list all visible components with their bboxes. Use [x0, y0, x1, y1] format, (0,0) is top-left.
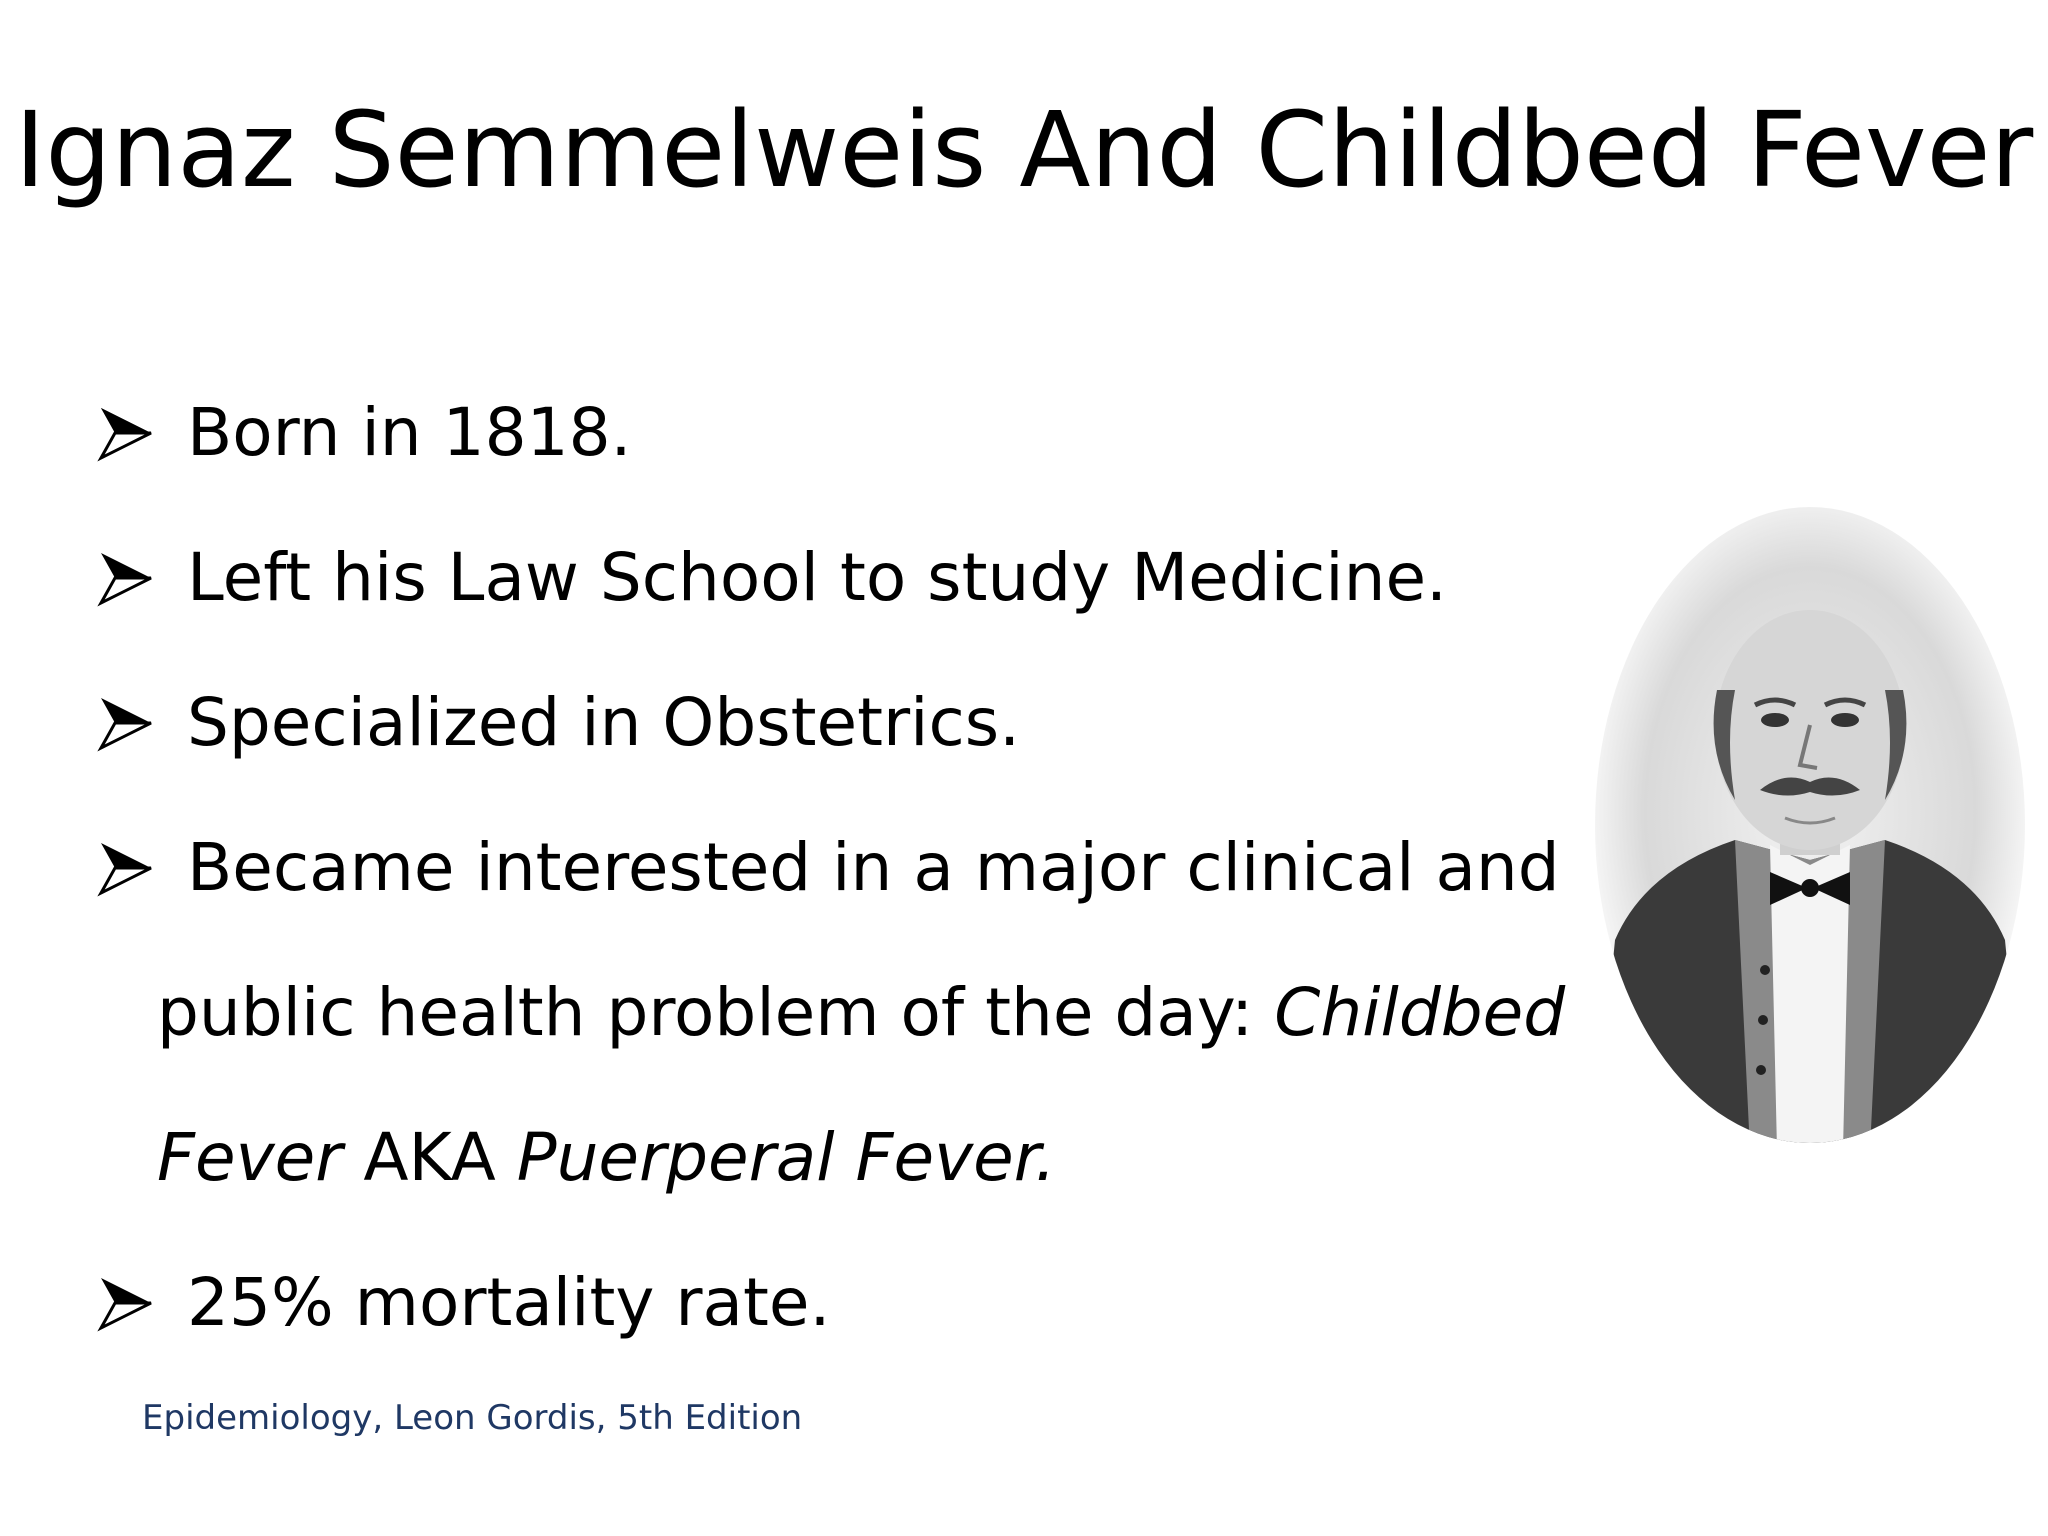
bullet-list	[95, 360, 1575, 1375]
bullet-continuation	[95, 1085, 1575, 1230]
bullet-text: 25% mortality rate.	[187, 1264, 831, 1341]
bullet-item	[95, 360, 1575, 505]
slide-title: Ignaz Semmelweis And Childbed Fever	[14, 89, 2034, 211]
arrowhead-bullet-icon	[95, 650, 165, 795]
bullet-continuation	[95, 940, 1575, 1085]
arrowhead-bullet-icon	[95, 795, 165, 940]
bullet-item	[95, 1230, 1575, 1375]
bullet-item	[95, 795, 1575, 940]
citation: Epidemiology, Leon Gordis, 5th Edition	[142, 1398, 803, 1438]
bullet-text-italic: Fever	[157, 1119, 343, 1196]
arrowhead-bullet-icon	[95, 360, 165, 505]
arrowhead-bullet-icon	[95, 1230, 165, 1375]
bullet-text: Became interested in a major clinical and	[187, 829, 1560, 906]
bullet-item	[95, 650, 1575, 795]
bullet-text: Left his Law School to study Medicine.	[187, 539, 1448, 616]
portrait-image	[1585, 500, 2045, 1150]
arrowhead-bullet-icon	[95, 505, 165, 650]
bullet-item	[95, 505, 1575, 650]
bullet-text: Born in 1818.	[187, 394, 632, 471]
bullet-text: Specialized in Obstetrics.	[187, 684, 1021, 761]
bullet-text-plain: AKA	[342, 1119, 517, 1196]
bullet-text-plain: public health problem of the day:	[157, 974, 1275, 1051]
bullet-text-italic: Childbed	[1274, 974, 1566, 1051]
bullet-text-italic: Puerperal Fever.	[516, 1119, 1056, 1196]
